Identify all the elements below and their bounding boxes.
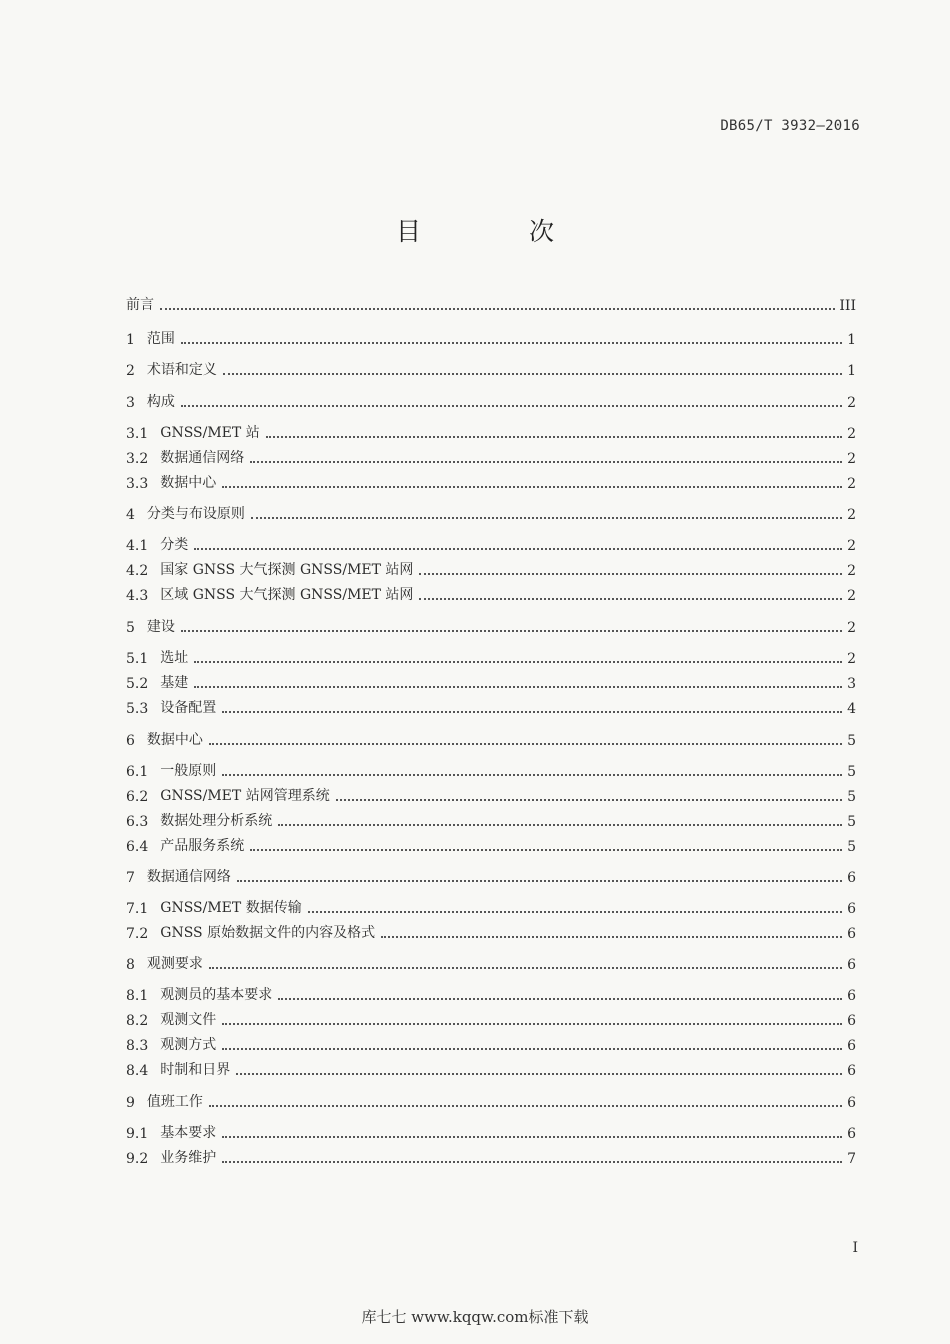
- toc-section-title: 观测文件: [160, 1012, 217, 1028]
- toc-dot-leader: [251, 516, 842, 519]
- toc-entry[interactable]: [126, 1007, 856, 1029]
- toc-dot-leader: [222, 773, 842, 776]
- toc-entry[interactable]: [126, 645, 856, 667]
- toc-entry[interactable]: [126, 670, 856, 692]
- toc-entry[interactable]: [126, 1120, 856, 1142]
- toc-entry[interactable]: [126, 1032, 856, 1054]
- toc-section-number: 6.2: [126, 789, 149, 805]
- toc-dot-leader: [209, 1104, 842, 1107]
- toc-section-title: 术语和定义: [146, 362, 217, 378]
- toc-section-title: 时制和日界: [160, 1062, 231, 1078]
- toc-section-title: GNSS/MET 数据传输: [160, 900, 302, 916]
- toc-entry[interactable]: [126, 1145, 856, 1167]
- toc-entry[interactable]: [126, 758, 856, 780]
- toc-entry[interactable]: [126, 389, 856, 411]
- toc-section-number: 7.2: [126, 926, 149, 942]
- toc-section-number: 6.1: [126, 764, 149, 780]
- toc-section-number: 5: [126, 620, 135, 636]
- toc-dot-leader: [308, 910, 842, 913]
- toc-section-title: GNSS/MET 站网管理系统: [160, 788, 330, 804]
- toc-entry[interactable]: [126, 445, 856, 467]
- toc-page-number: 6: [847, 1063, 856, 1079]
- toc-page-number: 2: [847, 451, 856, 467]
- toc-entry[interactable]: [126, 326, 856, 348]
- toc-section-number: 7.1: [126, 901, 149, 917]
- toc-section-title: 一般原则: [160, 763, 217, 779]
- toc-section-title: 区域 GNSS 大气探测 GNSS/MET 站网: [160, 587, 414, 603]
- toc-page-number: 5: [847, 814, 856, 830]
- toc-entry[interactable]: [126, 501, 856, 523]
- toc-dot-leader: [222, 1047, 842, 1050]
- toc-dot-leader: [266, 435, 842, 438]
- toc-entry[interactable]: [126, 470, 856, 492]
- toc-dot-leader: [419, 597, 842, 600]
- toc-section-title: 基建: [160, 675, 189, 691]
- toc-dot-leader: [209, 742, 842, 745]
- toc-entry[interactable]: [126, 357, 856, 379]
- toc-entry[interactable]: [126, 727, 856, 749]
- toc-section-number: 4: [126, 507, 135, 523]
- toc-dot-leader: [336, 798, 842, 801]
- toc-section-number: 6.3: [126, 814, 149, 830]
- toc-page-number: 5: [847, 789, 856, 805]
- toc-dot-leader: [222, 1022, 842, 1025]
- toc-page-number: 2: [847, 426, 856, 442]
- toc-page-number: 5: [847, 733, 856, 749]
- toc-dot-leader: [381, 935, 842, 938]
- toc-dot-leader: [223, 372, 842, 375]
- toc-page-number: 6: [847, 870, 856, 886]
- toc-entry[interactable]: [126, 895, 856, 917]
- toc-dot-leader: [181, 629, 842, 632]
- toc-section-title: 观测员的基本要求: [160, 987, 273, 1003]
- toc-page-number: 2: [847, 620, 856, 636]
- toc-section-number: 9: [126, 1095, 135, 1111]
- toc-section-number: 8: [126, 957, 135, 973]
- toc-section-title: 数据处理分析系统: [160, 813, 273, 829]
- toc-page-number: 6: [847, 957, 856, 973]
- toc-section-number: 8.2: [126, 1013, 149, 1029]
- toc-section-number: 3.1: [126, 426, 149, 442]
- toc-section-title: GNSS 原始数据文件的内容及格式: [160, 925, 376, 941]
- page-number: I: [852, 1240, 858, 1256]
- toc-page-number: 6: [847, 1013, 856, 1029]
- toc-page-number: 1: [847, 332, 856, 348]
- toc-entry[interactable]: [126, 1057, 856, 1079]
- toc-section-title: 数据通信网络: [146, 869, 231, 885]
- toc-section-title: 基本要求: [160, 1125, 217, 1141]
- toc-section-title: 业务维护: [160, 1150, 217, 1166]
- toc-dot-leader: [181, 404, 842, 407]
- toc-page-number: 2: [847, 538, 856, 554]
- toc-entry[interactable]: [126, 920, 856, 942]
- toc-dot-leader: [222, 1135, 842, 1138]
- toc-section-title: 数据中心: [160, 475, 217, 491]
- toc-entry[interactable]: [126, 783, 856, 805]
- toc-page-number: 6: [847, 1038, 856, 1054]
- toc-section-title: 构成: [146, 394, 175, 410]
- toc-entry[interactable]: [126, 532, 856, 554]
- page-title: 目 次: [396, 217, 604, 246]
- toc-section-title: 分类与布设原则: [146, 506, 245, 522]
- toc-dot-leader: [250, 460, 842, 463]
- toc-section-title: 建设: [146, 619, 175, 635]
- toc-dot-leader: [278, 823, 842, 826]
- toc-section-title: 设备配置: [160, 700, 217, 716]
- toc-page-number: 2: [847, 507, 856, 523]
- footer-watermark: 库七七 www.kqqw.com标准下载: [361, 1308, 589, 1326]
- toc-page-number: 2: [847, 395, 856, 411]
- toc-dot-leader: [237, 879, 842, 882]
- toc-dot-leader: [181, 341, 842, 344]
- toc-entry[interactable]: [126, 582, 856, 604]
- toc-page-number: 1: [847, 363, 856, 379]
- toc-page-number: 6: [847, 1126, 856, 1142]
- toc-section-number: 3.2: [126, 451, 149, 467]
- toc-section-title: 国家 GNSS 大气探测 GNSS/MET 站网: [160, 562, 414, 578]
- toc-page-number: 3: [847, 676, 856, 692]
- toc-page-number: 4: [847, 701, 856, 717]
- toc-section-number: 3.3: [126, 476, 149, 492]
- toc-section-number: 5.3: [126, 701, 149, 717]
- toc-section-number: 8.1: [126, 988, 149, 1004]
- standard-code: DB65/T 3932—2016: [720, 118, 860, 134]
- toc-dot-leader: [209, 966, 842, 969]
- toc-dot-leader: [194, 547, 842, 550]
- toc-entry[interactable]: [126, 557, 856, 579]
- toc-page-number: 2: [847, 651, 856, 667]
- toc-page-number: 2: [847, 476, 856, 492]
- toc-page-number: 6: [847, 1095, 856, 1111]
- toc-section-number: 8.4: [126, 1063, 149, 1079]
- toc-section-title: 数据通信网络: [160, 450, 245, 466]
- toc-entry[interactable]: [126, 951, 856, 973]
- toc-section-number: 8.3: [126, 1038, 149, 1054]
- toc-section-number: 5.1: [126, 651, 149, 667]
- toc-section-number: 7: [126, 870, 135, 886]
- toc-dot-leader: [236, 1072, 842, 1075]
- toc-section-number: 6.4: [126, 839, 149, 855]
- toc-dot-leader: [194, 660, 842, 663]
- toc-dot-leader: [222, 485, 842, 488]
- toc-dot-leader: [250, 848, 842, 851]
- toc-section-title: 选址: [160, 650, 189, 666]
- toc-section-number: 9.1: [126, 1126, 149, 1142]
- toc-entry[interactable]: [126, 420, 856, 442]
- toc-section-number: 3: [126, 395, 135, 411]
- toc-page-number: 6: [847, 988, 856, 1004]
- toc-dot-leader: [160, 307, 835, 310]
- toc-section-title: GNSS/MET 站: [160, 425, 260, 441]
- toc-entry[interactable]: [126, 1089, 856, 1111]
- toc-section-title: 观测方式: [160, 1037, 217, 1053]
- toc-entry[interactable]: [126, 864, 856, 886]
- toc-entry[interactable]: [126, 614, 856, 636]
- toc-section-number: 6: [126, 733, 135, 749]
- toc-section-number: 5.2: [126, 676, 149, 692]
- toc-section-title: 范围: [146, 331, 175, 347]
- toc-entry[interactable]: [126, 292, 856, 314]
- toc-section-number: 9.2: [126, 1151, 149, 1167]
- toc-section-number: 4.3: [126, 588, 149, 604]
- toc-entry[interactable]: [126, 695, 856, 717]
- toc-entry[interactable]: [126, 833, 856, 855]
- toc-section-number: 4.2: [126, 563, 149, 579]
- toc-entry[interactable]: [126, 982, 856, 1004]
- toc-page-number: 6: [847, 901, 856, 917]
- toc-page-number: 2: [847, 588, 856, 604]
- toc-section-title: 数据中心: [146, 732, 203, 748]
- toc-page-number: 2: [847, 563, 856, 579]
- toc-section-title: 产品服务系统: [160, 838, 245, 854]
- toc-page-number: 6: [847, 926, 856, 942]
- toc-page-number: 5: [847, 764, 856, 780]
- toc-section-title: 前言: [126, 297, 154, 313]
- toc-page-number: 5: [847, 839, 856, 855]
- toc-entry[interactable]: [126, 808, 856, 830]
- toc-dot-leader: [194, 685, 842, 688]
- toc-section-number: 2: [126, 363, 135, 379]
- toc-section-number: 1: [126, 332, 135, 348]
- toc-section-title: 分类: [160, 537, 189, 553]
- toc-section-title: 值班工作: [146, 1094, 203, 1110]
- toc-dot-leader: [222, 710, 842, 713]
- toc-dot-leader: [419, 572, 842, 575]
- toc-section-title: 观测要求: [146, 956, 203, 972]
- toc-dot-leader: [278, 997, 842, 1000]
- toc-dot-leader: [222, 1160, 842, 1163]
- toc-section-number: 4.1: [126, 538, 149, 554]
- toc-page-number: 7: [847, 1151, 856, 1167]
- toc-page-number: III: [839, 298, 856, 314]
